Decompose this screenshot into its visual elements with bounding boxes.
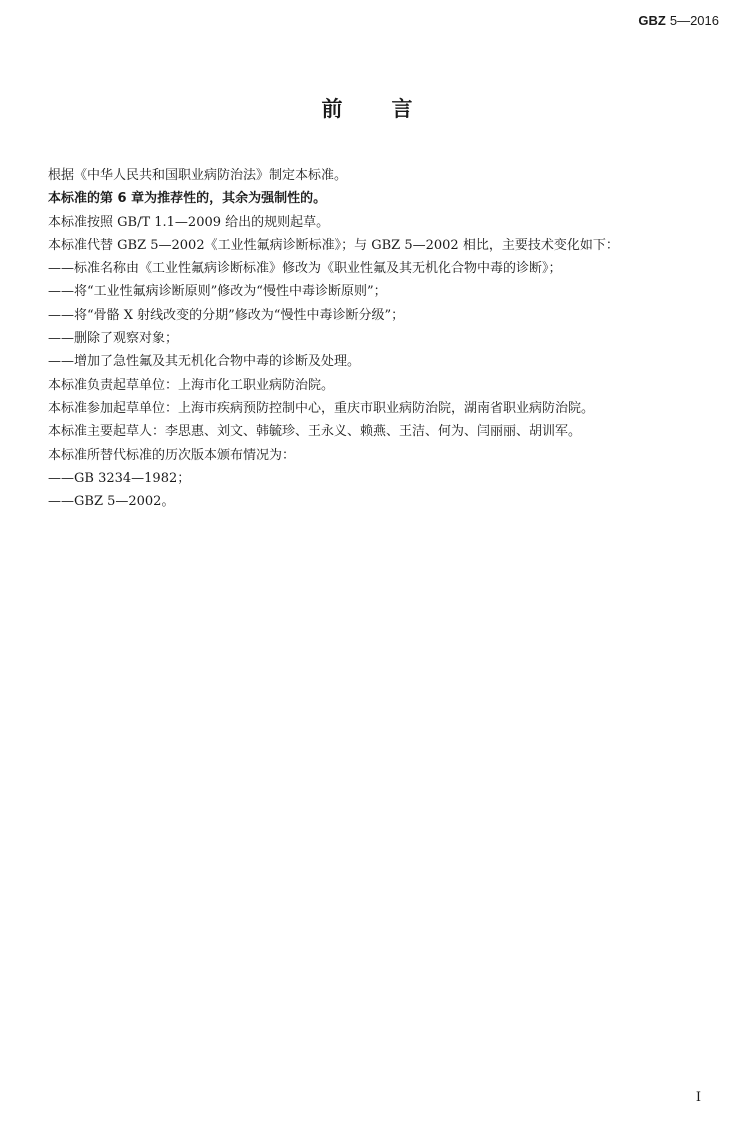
change-item-principle: ——将“工业性氟病诊断原则”修改为“慢性中毒诊断原则”；: [48, 284, 387, 300]
change-item-name: ——标准名称由《工业性氟病诊断标准》修改为《职业性氟及其无机化合物中毒的诊断》；: [48, 261, 562, 277]
change-item-removed: ——删除了观察对象；: [48, 331, 179, 347]
page-number: I: [695, 1090, 701, 1105]
change-item-added: ——增加了急性氟及其无机化合物中毒的诊断及处理。: [48, 354, 361, 370]
history-item-1982: ——GB 3234—1982；: [48, 470, 191, 486]
paragraph-drafters: 本标准主要起草人：李思惠、刘文、韩毓珍、王永义、赖燕、王洁、何为、闫丽丽、胡训军。: [48, 424, 582, 440]
foreword-body: [48, 164, 728, 513]
paragraph-drafting-rules: 本标准按照 GB/T 1.1—2009 给出的规则起草。: [48, 214, 330, 230]
paragraph-participating-units: 本标准参加起草单位：上海市疾病预防控制中心，重庆市职业病防治院，湖南省职业病防治院。: [48, 400, 595, 416]
history-item-2002: ——GBZ 5—2002。: [48, 494, 175, 510]
page-title: [0, 93, 735, 123]
standard-number: 5—2016: [669, 13, 719, 28]
paragraph-responsible-unit: 本标准负责起草单位：上海市化工职业病防治院。: [48, 377, 335, 393]
paragraph-basis: 根据《中华人民共和国职业病防治法》制定本标准。: [48, 168, 348, 183]
title-char-2: 言: [391, 97, 414, 121]
paragraph-mandatory-note: 本标准的第 6 章为推荐性的，其余为强制性的。: [48, 191, 327, 207]
paragraph-replacement: 本标准代替 GBZ 5—2002《工业性氟病诊断标准》；与 GBZ 5—2002 相比，主要技术变化如下：: [48, 237, 619, 253]
paragraph-version-history: 本标准所替代标准的历次版本颁布情况为：: [48, 447, 296, 463]
title-char-1: 前: [321, 97, 344, 121]
page-header: [638, 13, 719, 28]
standard-code: GBZ: [638, 13, 666, 28]
change-item-grading: ——将“骨骼 X 射线改变的分期”修改为“慢性中毒诊断分级”；: [48, 307, 405, 323]
